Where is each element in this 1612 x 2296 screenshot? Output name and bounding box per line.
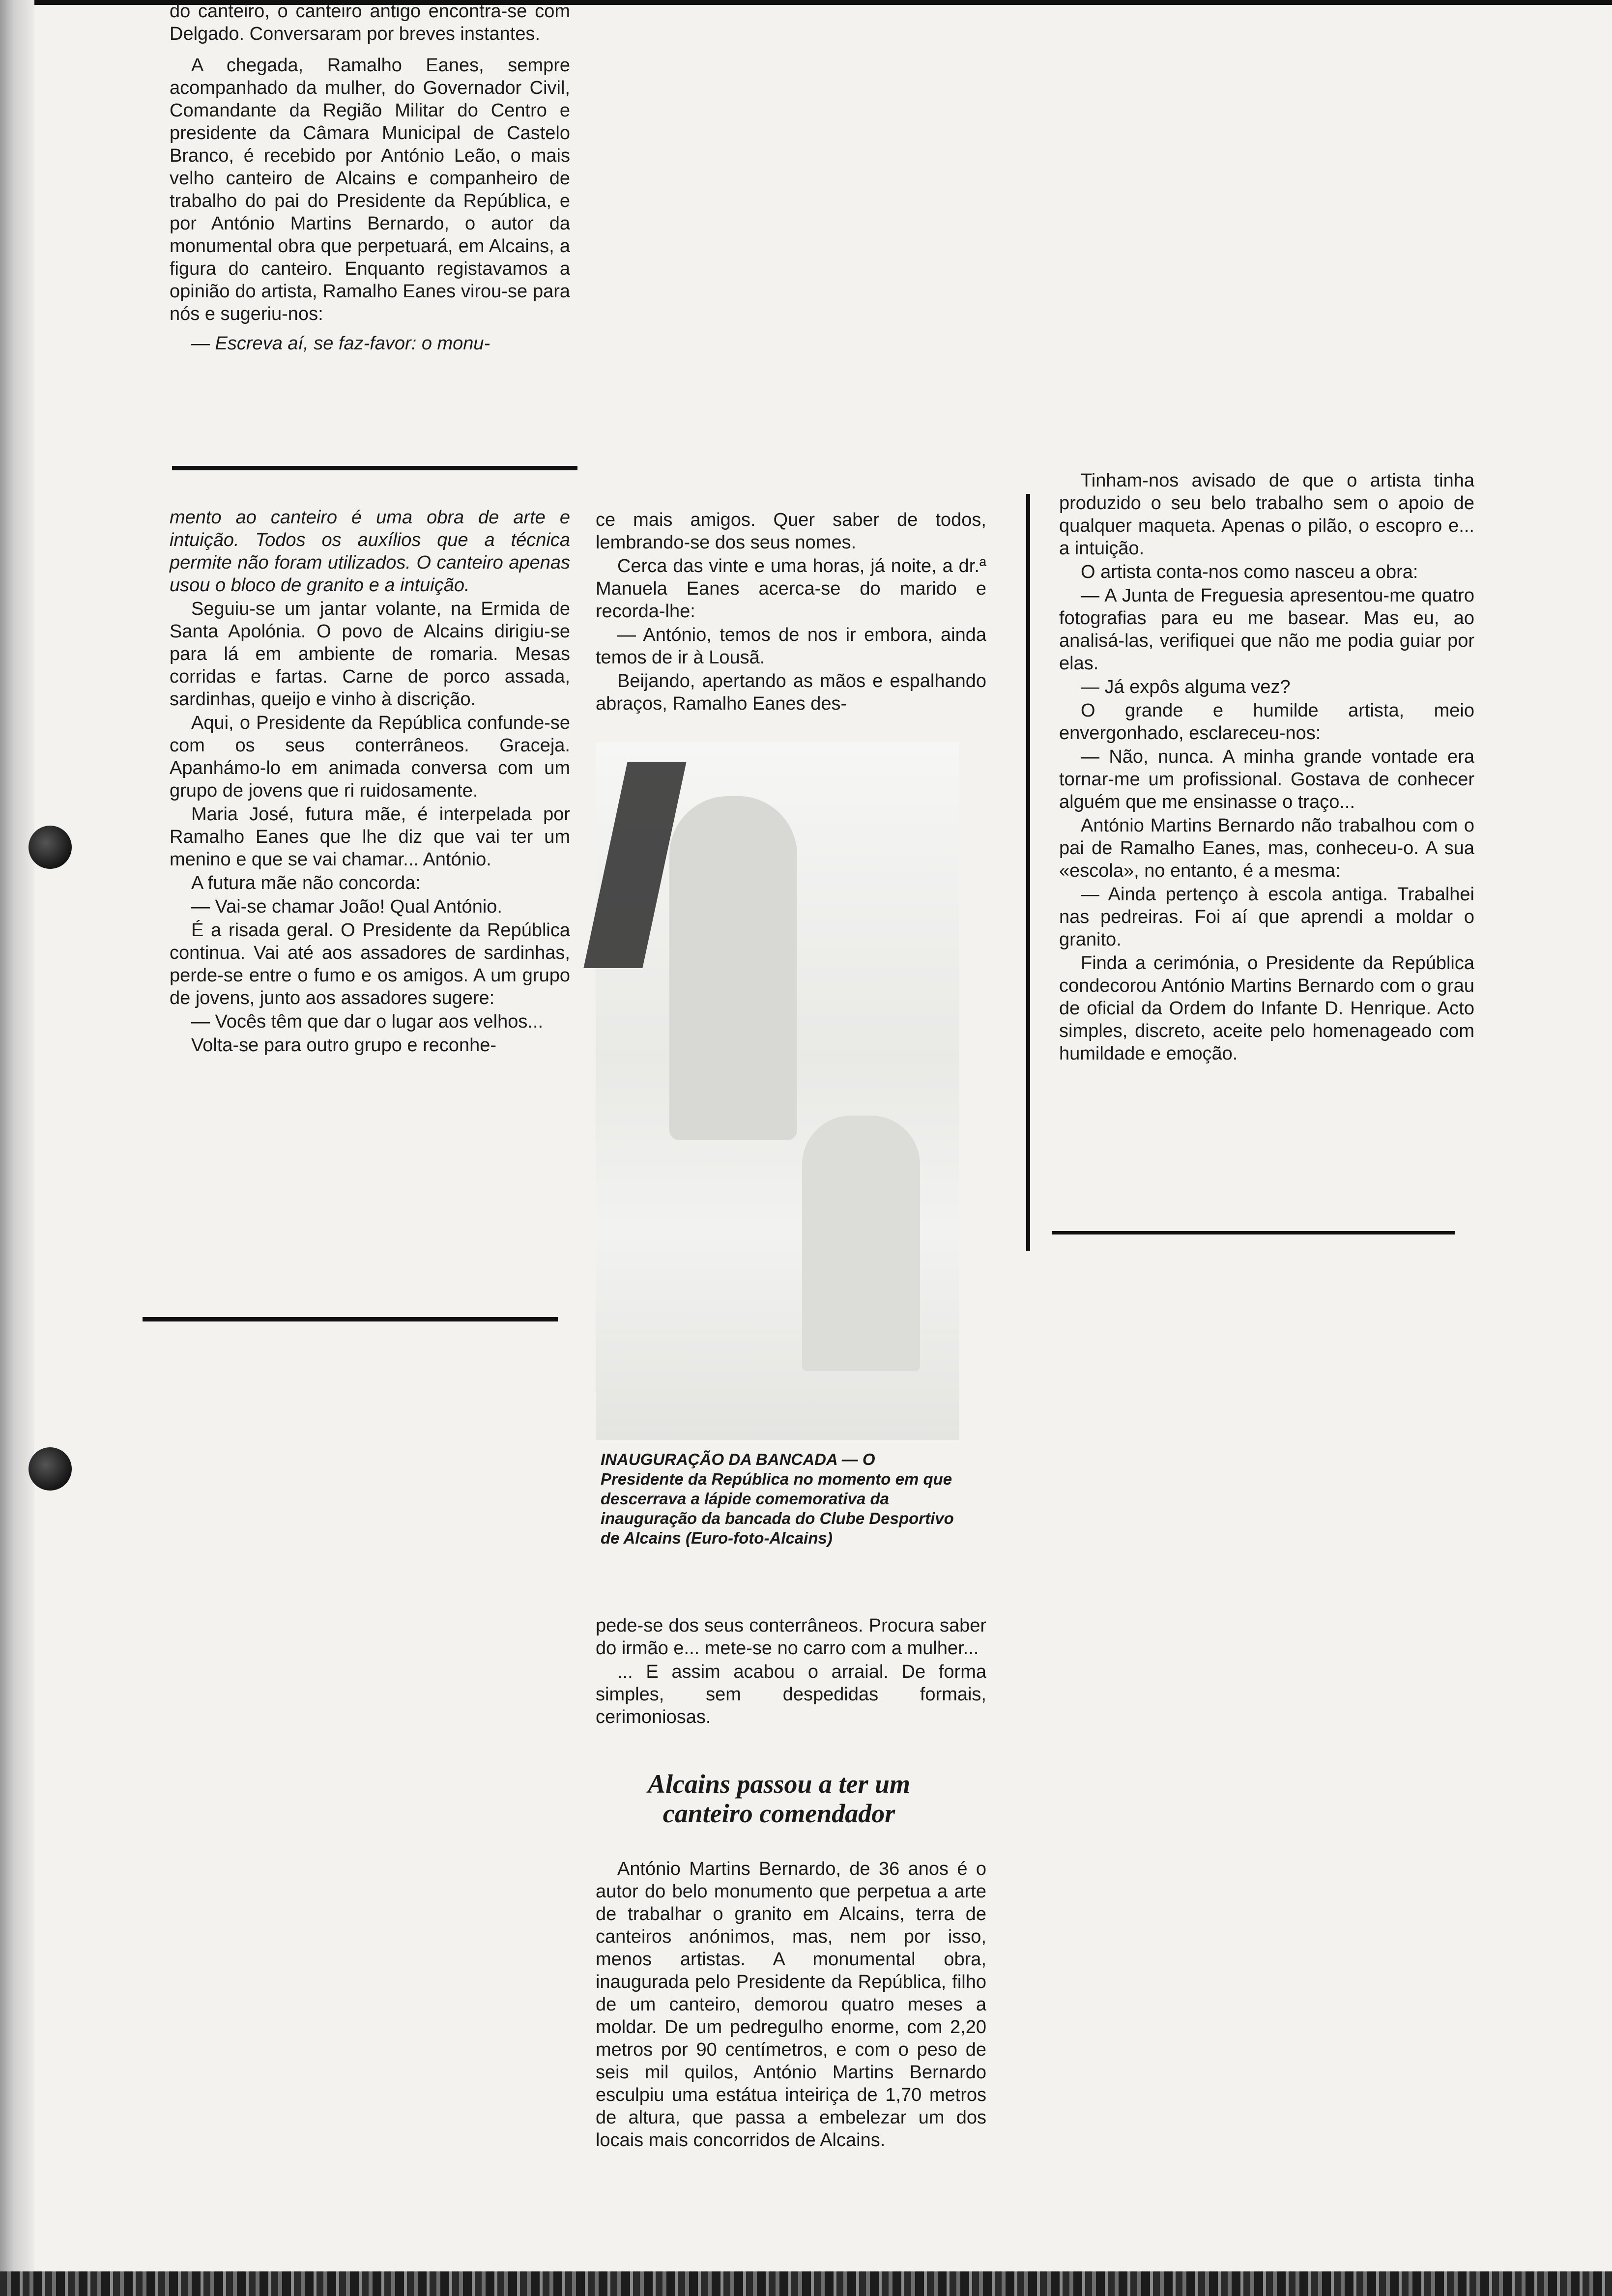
column-1-rule-top: [172, 466, 577, 470]
article-paragraph: pede-se dos seus conterrâneos. Procura saber do irmão e... mete-se no carro com a mulher...: [596, 1615, 986, 1659]
article-paragraph: É a risada geral. O Presidente da República continua. Vai até aos assadores de sardinhas, perde-se entre o fumo e os amigos. A um grupo de jovens, junto aos assadores sugere:: [170, 920, 570, 1008]
article-quote-continued: mento ao canteiro é uma obra de arte e intuição. Todos os auxílios que a técnica permite não foram utilizados. O canteiro apenas usou o bloco de granito e a intuição.: [170, 507, 570, 596]
column-2-bottom: [596, 1614, 986, 1729]
article-quote: — Escreva aí, se faz-favor: o monu-: [191, 333, 490, 354]
column-3-side-rule: [1026, 494, 1030, 1251]
column-3: [1059, 469, 1474, 1066]
photo-detail: [669, 796, 797, 1140]
article-fragment: do canteiro, o canteiro antigo encontra-se com Delgado. Conversaram por breves instantes.: [170, 1, 570, 44]
punch-hole-lower: [29, 1447, 72, 1491]
article-paragraph: ... E assim acabou o arraial. De forma simples, sem despedidas formais, cerimoniosas.: [596, 1662, 986, 1727]
article-paragraph: O artista conta-nos como nasceu a obra:: [1081, 562, 1418, 582]
article-paragraph: Maria José, futura mãe, é interpelada por Ramalho Eanes que lhe diz que vai ter um menino e que se vai chamar... António.: [170, 804, 570, 870]
article-dialogue: — Já expôs alguma vez?: [1081, 677, 1291, 697]
photo-caption: INAUGURAÇÃO DA BANCADA — O Presidente da República no momento em que descerrava a lápide comemorativa da inauguração da bancada do Clube Desportivo de Alcains (Euro-foto-Alcains): [601, 1450, 954, 1547]
column-1-bottom: [170, 506, 570, 1058]
article-paragraph: Cerca das vinte e uma horas, já noite, a dr.ª Manuela Eanes acerca-se do marido e recorda-lhe:: [596, 556, 986, 622]
article-paragraph: A chegada, Ramalho Eanes, sempre acompanhado da mulher, do Governador Civil, Comandante da Região Militar do Centro e presidente da Câmara Municipal de Castelo Branco, é recebido por António Leão, o mais velho canteiro de Alcains e companheiro de trabalho do pai do Presidente da República, e por António Martins Bernardo, o autor da monumental obra que perpetuará, em Alcains, a figura do canteiro. Enquanto registavamos a opinião do artista, Ramalho Eanes virou-se para nós e sugeriu-nos:: [170, 55, 570, 324]
article-paragraph: ce mais amigos. Quer saber de todos, lembrando-se dos seus nomes.: [596, 510, 986, 553]
news-photo: [596, 742, 959, 1440]
article-paragraph: António Martins Bernardo não trabalhou com o pai de Ramalho Eanes, mas, conheceu-o. A sua «escola», no entanto, é a mesma:: [1059, 815, 1474, 881]
article-dialogue: — Ainda pertenço à escola antiga. Trabalhei nas pedreiras. Foi aí que aprendi a moldar o granito.: [1059, 884, 1474, 950]
column-1-top: [170, 0, 570, 356]
article-paragraph: Finda a cerimónia, o Presidente da República condecorou António Martins Bernardo com o grau de oficial da Ordem do Infante D. Henrique. Acto simples, discreto, aceite pelo homenageado com humildade e emoção.: [1059, 953, 1474, 1064]
article-dialogue: — António, temos de nos ir embora, ainda temos de ir à Lousã.: [596, 625, 986, 668]
article-dialogue: — A Junta de Freguesia apresentou-me quatro fotografias para eu me basear. Mas eu, ao analisá-las, verifiquei que não me podia guiar por elas.: [1059, 585, 1474, 674]
column-2-section: [596, 1858, 986, 2152]
article-paragraph: A futura mãe não concorda:: [191, 873, 421, 893]
scan-left-edge: [0, 0, 34, 2296]
column-3-rule-bottom: [1052, 1231, 1455, 1234]
article-paragraph: Volta-se para outro grupo e reconhe-: [191, 1035, 497, 1056]
punch-hole-upper: [29, 826, 72, 869]
photo-detail: [802, 1116, 920, 1371]
article-paragraph: Beijando, apertando as mãos e espalhando abraços, Ramalho Eanes des-: [596, 671, 986, 714]
section-subheading: Alcains passou a ter um canteiro comendador: [647, 1769, 911, 1828]
article-dialogue: — Vocês têm que dar o lugar aos velhos...: [191, 1011, 544, 1032]
scan-bottom-edge: [0, 2271, 1612, 2296]
article-dialogue: — Vai-se chamar João! Qual António.: [191, 896, 502, 917]
article-dialogue: — Não, nunca. A minha grande vontade era tornar-me um profissional. Gostava de conhecer alguém que me ensinasse o traço...: [1059, 746, 1474, 812]
article-paragraph: Tinham-nos avisado de que o artista tinha produzido o seu belo trabalho sem o apoio de qualquer maqueta. Apenas o pilão, o escopro e... a intuição.: [1059, 470, 1474, 559]
article-paragraph: António Martins Bernardo, de 36 anos é o autor do belo monumento que perpetua a arte de trabalhar o granito em Alcains, terra de canteiros anónimos, mas, nem por isso, menos artistas. A monumental obra, inaugurada pelo Presidente da República, filho de um canteiro, demorou quatro meses a moldar. De um pedregulho enorme, com 2,20 metros por 90 centímetros, e com o peso de seis mil quilos, António Martins Bernardo esculpiu uma estátua inteiriça de 1,70 metros de altura, que passa a embelezar um dos locais mais concorridos de Alcains.: [596, 1859, 986, 2151]
article-paragraph: Aqui, o Presidente da República confunde-se com os seus conterrâneos. Graceja. Apanhámo-lo em animada conversa com um grupo de jovens que ri ruidosamente.: [170, 713, 570, 801]
column-1-rule-bottom: [143, 1317, 558, 1321]
article-paragraph: Seguiu-se um jantar volante, na Ermida de Santa Apolónia. O povo de Alcains dirigiu-se para lá em ambiente de romaria. Mesas corridas e fartas. Carne de porco assada, sardinhas, queijo e vinho à discrição.: [170, 599, 570, 710]
article-paragraph: O grande e humilde artista, meio envergonhado, esclareceu-nos:: [1059, 700, 1474, 744]
column-2-top: [596, 509, 986, 716]
